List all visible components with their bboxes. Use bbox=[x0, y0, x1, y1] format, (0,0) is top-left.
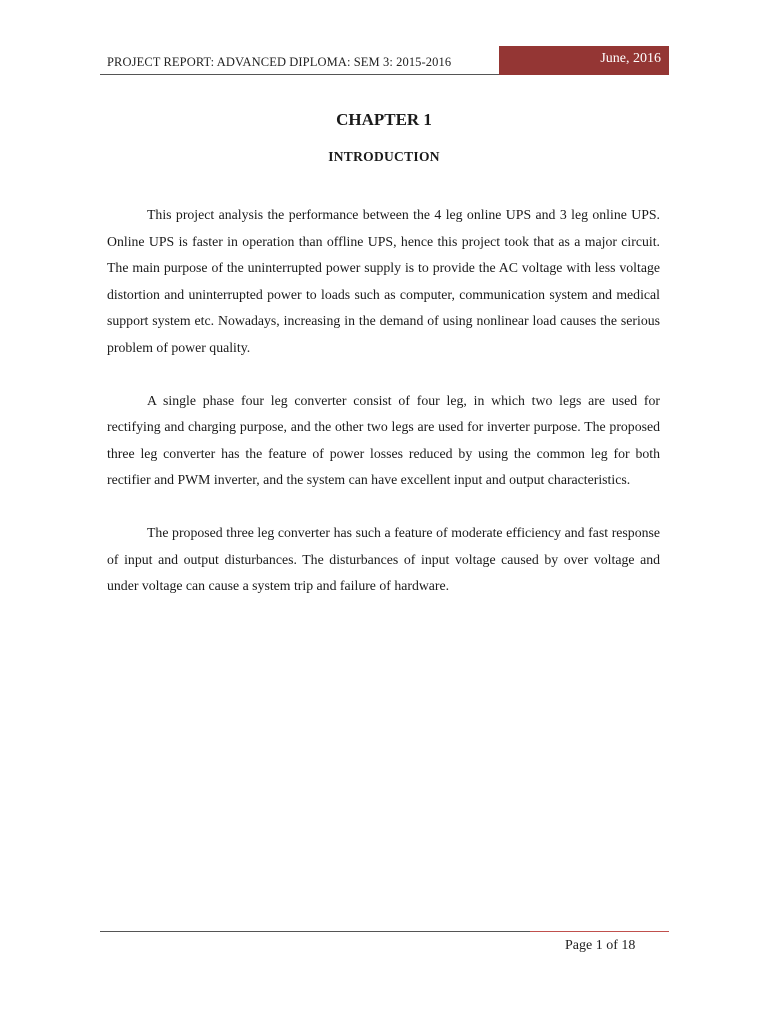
paragraph: The proposed three leg converter has such a feature of moderate efficiency and fast response of input and output disturbances. The disturbances of input voltage caused by over voltage and under voltage can cause a system trip and failure of hardware. bbox=[107, 524, 660, 594]
header-divider bbox=[100, 74, 500, 75]
chapter-heading: CHAPTER 1 bbox=[336, 110, 432, 129]
footer-divider-accent bbox=[530, 931, 669, 932]
header-date-box bbox=[499, 46, 669, 75]
chapter-subtitle: INTRODUCTION bbox=[328, 149, 440, 164]
page-number: Page 1 of 18 bbox=[565, 938, 636, 953]
paragraph: A single phase four leg converter consist of four leg, in which two legs are used for rectifying and charging purpose, and the other two legs are used for inverter purpose. The proposed three leg converter has the feature of power losses reduced by using the common leg for both rectifier and PWM inverter, and the system can have excellent input and output characteristics. bbox=[107, 392, 660, 488]
paragraph: This project analysis the performance between the 4 leg online UPS and 3 leg online UPS. Online UPS is faster in operation than offline UPS, hence this project took that as a major circuit. The main purpose of the uninterrupted power supply is to provide the AC voltage with less voltage distortion and uninterrupted power to loads such as computer, communication system and medical support system etc. Nowadays, increasing in the demand of using nonlinear load causes the serious problem of power quality. bbox=[107, 207, 660, 355]
body-text bbox=[107, 202, 660, 626]
header-title: PROJECT REPORT: ADVANCED DIPLOMA: SEM 3: 2015-2016 bbox=[107, 55, 452, 69]
footer-divider bbox=[100, 931, 530, 932]
header-date: June, 2016 bbox=[600, 51, 661, 66]
